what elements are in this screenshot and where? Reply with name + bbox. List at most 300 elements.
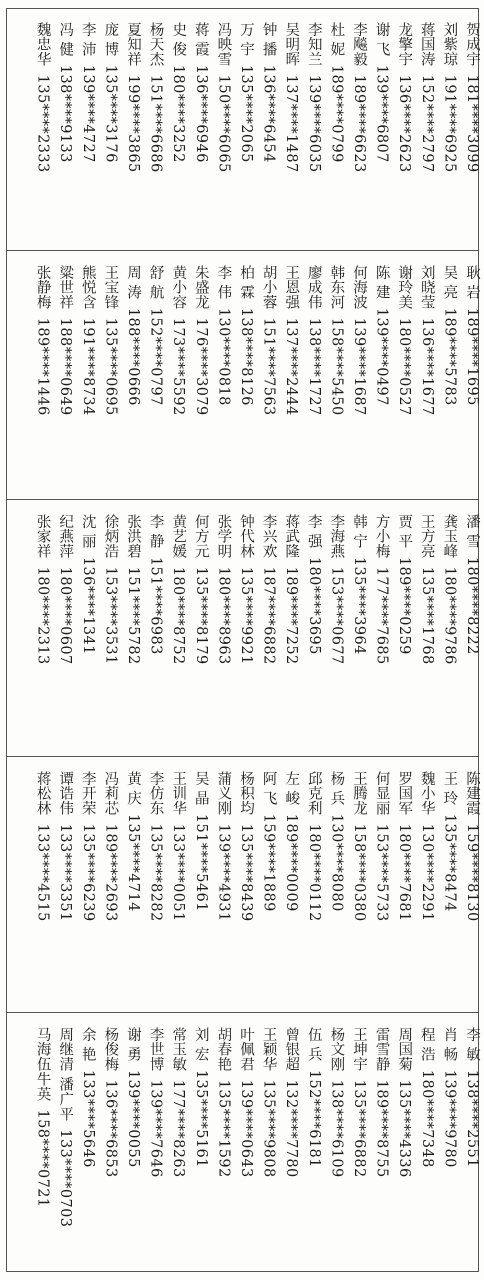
contact-name: 胡春艳	[215, 1027, 232, 1072]
contact-name: 张静梅	[34, 265, 51, 310]
contact-entry	[350, 514, 368, 655]
contact-name: 夏知祥	[125, 22, 141, 67]
contact-entry	[327, 1027, 345, 1178]
contact-phone: 135****8474	[441, 813, 458, 912]
contact-entry	[169, 22, 187, 163]
contact-phone: 139****4931	[215, 823, 232, 922]
contact-entry	[214, 265, 232, 406]
contact-entry	[395, 514, 413, 655]
contact-name: 周 涛	[125, 265, 141, 300]
contact-entry	[395, 771, 413, 922]
contact-phone: 135****4336	[396, 1079, 413, 1178]
contact-entry	[34, 514, 52, 665]
contact-name: 纪燕萍	[57, 514, 74, 559]
contact-entry	[56, 22, 74, 163]
contact-block-2	[6, 251, 479, 500]
contact-phone: 180****3695	[305, 556, 322, 655]
contact-name: 钟 播	[260, 22, 277, 57]
contact-name: 张洪碧	[125, 514, 141, 559]
contact-entry	[237, 265, 255, 406]
contact-name: 龚玉峰	[441, 514, 458, 559]
contact-entry	[79, 514, 97, 655]
contact-entry	[373, 265, 391, 406]
contact-entry	[260, 514, 278, 665]
contact-entry	[124, 514, 142, 665]
contact-name: 黄小容	[170, 265, 187, 310]
contact-phone: 136****2623	[396, 74, 413, 173]
contact-entry	[79, 1027, 97, 1168]
contact-phone: 136****6853	[102, 1079, 119, 1178]
contact-entry	[260, 265, 278, 416]
contact-phone: 189****2693	[102, 823, 119, 922]
contact-phone: 151****5461	[192, 813, 209, 912]
contact-entry	[463, 1027, 481, 1168]
contact-name: 何显丽	[373, 771, 390, 816]
contact-phone: 189****5783	[441, 307, 458, 406]
contact-phone: 136****1677	[418, 317, 435, 416]
contact-phone: 139****4727	[79, 64, 96, 163]
contact-entry	[350, 1027, 368, 1178]
contact-entry	[101, 1027, 119, 1178]
contact-phone: 135****3964	[351, 556, 367, 655]
contact-phone: 189****0009	[283, 813, 300, 912]
contact-name: 徐炳浩	[102, 514, 119, 559]
contact-phone: 136****6454	[260, 64, 277, 163]
contact-name: 王方亮	[418, 514, 435, 559]
contact-phone: 153****0677	[328, 566, 345, 665]
contact-name: 舒 航	[147, 265, 164, 300]
contact-entry	[34, 1027, 52, 1207]
contact-phone: 176****3079	[192, 317, 209, 416]
contact-phone: 180****8222	[464, 556, 480, 655]
contact-entry	[214, 771, 232, 922]
contact-name: 韩东河	[328, 265, 345, 310]
contact-entry	[34, 22, 52, 173]
contact-entry	[169, 265, 187, 416]
contact-phone: 139****9780	[441, 1069, 458, 1168]
contact-entry	[147, 265, 165, 406]
contact-block-4	[6, 757, 479, 1013]
contact-block-5	[6, 1013, 479, 1272]
contact-name: 韩 宁	[351, 514, 367, 549]
contact-phone: 199****3865	[125, 74, 141, 173]
contact-entry	[463, 771, 481, 922]
contact-name: 刘晓莹	[418, 265, 435, 310]
contact-entry	[418, 771, 436, 922]
contact-entry	[305, 771, 323, 922]
contact-phone: 133****4515	[34, 823, 51, 922]
contact-name: 廖成伟	[305, 265, 322, 310]
contact-entry	[237, 514, 255, 665]
contact-entry	[350, 265, 368, 416]
contact-phone: 139****0643	[238, 1079, 254, 1178]
contact-phone: 180****7681	[396, 823, 413, 922]
contact-entry	[327, 22, 345, 163]
contact-entry	[79, 771, 97, 922]
contact-name: 沈 丽	[79, 514, 96, 549]
contact-phone: 151****6983	[147, 556, 164, 655]
contact-phone: 139****6035	[305, 74, 322, 173]
contact-phone: 180****0607	[57, 566, 74, 665]
contact-phone: 139****6807	[373, 64, 390, 163]
contact-entry	[169, 1027, 187, 1178]
contact-phone: 188****0666	[125, 307, 141, 406]
contact-phone: 158****5450	[328, 317, 345, 416]
contact-entry	[237, 1027, 255, 1178]
contact-name: 方小梅	[373, 514, 390, 559]
contact-phone: 180****3252	[170, 64, 187, 163]
contact-entry	[395, 265, 413, 416]
contact-name: 柏 霖	[238, 265, 254, 300]
contact-name: 李 伟	[215, 265, 232, 300]
contact-name: 陈建霞	[464, 771, 480, 816]
contact-name: 李海燕	[328, 514, 345, 559]
contact-entry	[440, 1027, 458, 1168]
contact-phone: 139****1687	[351, 317, 367, 416]
contact-name: 李世博	[147, 1027, 164, 1072]
contact-phone: 139****0497	[373, 307, 390, 406]
contact-phone: 135****0695	[102, 317, 119, 416]
contact-phone: 189****7252	[283, 566, 300, 665]
contact-phone: 136****1341	[79, 556, 96, 655]
contact-name: 贾 平	[396, 514, 413, 549]
contact-entry	[56, 1027, 74, 1227]
contact-name: 朱盛龙	[192, 265, 209, 310]
contact-name: 王宝锋	[102, 265, 119, 310]
contact-entry	[327, 265, 345, 416]
contact-entry	[373, 22, 391, 163]
contact-name: 周国菊	[396, 1027, 413, 1072]
contact-name: 谢玲美	[396, 265, 413, 310]
contact-name: 杨文刚	[328, 1027, 345, 1072]
contact-name: 冯莉芯	[102, 771, 119, 816]
contact-phone: 177****8263	[170, 1079, 187, 1178]
contact-phone: 135****1592	[215, 1079, 232, 1178]
contact-phone: 180****2313	[34, 566, 51, 665]
contact-phone: 153****3531	[102, 566, 119, 665]
contact-entry	[282, 22, 300, 173]
contact-name: 余 艳	[79, 1027, 96, 1062]
contact-name: 邱克利	[305, 771, 322, 816]
contact-entry	[463, 22, 481, 173]
contact-entry	[305, 22, 323, 173]
contact-entry	[147, 1027, 165, 1178]
contact-name: 吴 晶	[192, 771, 209, 806]
contact-name: 张学明	[215, 514, 232, 559]
contact-phone: 130****0818	[215, 307, 232, 406]
contact-phone: 189****1446	[34, 317, 51, 416]
contact-block-1	[6, 8, 479, 251]
contact-name: 李兴欢	[260, 514, 277, 559]
contact-entry	[373, 1027, 391, 1178]
contact-entry	[101, 22, 119, 163]
contact-entry	[395, 1027, 413, 1178]
contact-phone: 135****8179	[192, 566, 209, 665]
contact-phone: 135****8282	[147, 823, 164, 922]
contact-name: 王腾龙	[351, 771, 367, 816]
contact-phone: 191****6925	[441, 74, 458, 173]
contact-phone: 138****1727	[305, 317, 322, 416]
contact-name: 冯映雪	[215, 22, 232, 67]
contact-name: 雷雪静	[373, 1027, 390, 1072]
contact-name: 张家祥	[34, 514, 51, 559]
contact-name: 何海波	[351, 265, 367, 310]
contact-phone: 152****6181	[305, 1069, 322, 1168]
contact-entry	[147, 22, 165, 173]
contact-name: 杨 兵	[328, 771, 345, 806]
contact-phone: 173****5592	[170, 317, 187, 416]
contact-name: 杨俊梅	[102, 1027, 119, 1072]
contact-phone: 159****8130	[464, 823, 480, 922]
contact-phone: 130****8080	[328, 813, 345, 912]
contact-entry	[373, 514, 391, 665]
contact-phone: 177****7685	[373, 566, 390, 665]
contact-phone: 189****0799	[328, 64, 345, 163]
contact-phone: 132****7780	[283, 1079, 300, 1178]
contact-phone: 137****1487	[283, 74, 300, 173]
contact-name: 熊悦含	[79, 265, 96, 310]
contact-entry	[305, 514, 323, 655]
contact-phone: 151****6686	[147, 74, 164, 173]
contact-phone: 150****6065	[215, 74, 232, 173]
contact-phone: 180****8963	[215, 566, 232, 665]
contact-entry	[124, 265, 142, 406]
contact-phone: 180****8752	[170, 566, 187, 665]
contact-entry	[124, 22, 142, 173]
contact-name: 罗国军	[396, 771, 413, 816]
contact-name: 刘紫琼	[441, 22, 458, 67]
contact-phone: 138****6109	[328, 1079, 345, 1178]
contact-name: 马海伍牛英	[34, 1027, 51, 1102]
contact-name: 吴明晖	[283, 22, 300, 67]
contact-phone: 191****8734	[79, 317, 96, 416]
contact-entry	[373, 771, 391, 922]
contact-phone: 151****5782	[125, 566, 141, 665]
contact-name: 胡小蓉	[260, 265, 277, 310]
contact-entry	[350, 22, 368, 173]
contact-entry	[440, 265, 458, 406]
contact-name: 叶佩君	[238, 1027, 254, 1072]
contact-name: 庞 博	[102, 22, 119, 57]
contact-name: 谢 飞	[373, 22, 390, 57]
contact-phone: 189****1695	[464, 307, 480, 406]
contact-phone: 180****9786	[441, 566, 458, 665]
contact-entry	[463, 514, 481, 655]
contact-entry	[192, 1027, 210, 1168]
contact-entry	[192, 771, 210, 912]
contact-phone: 139****7646	[147, 1079, 164, 1178]
contact-phone: 130****2291	[418, 823, 435, 922]
contact-phone: 151****7563	[260, 317, 277, 416]
contact-entry	[124, 1027, 142, 1168]
contact-name: 潘 雪	[464, 514, 480, 549]
contact-entry	[192, 22, 210, 163]
contact-name: 谭诰伟	[57, 771, 74, 816]
contact-phone: 136****6946	[192, 64, 209, 163]
contact-name: 李仿东	[147, 771, 164, 816]
contact-phone: 152****2797	[418, 74, 435, 173]
contact-entry	[395, 22, 413, 173]
contact-phone: 188****0649	[57, 317, 74, 416]
contact-entry	[282, 514, 300, 665]
contact-phone: 152****0797	[147, 307, 164, 406]
contact-entry	[79, 22, 97, 163]
contact-name: 钟代林	[238, 514, 254, 559]
contact-name: 周继清 潘广平	[57, 1027, 74, 1122]
contact-name: 李 沛	[79, 22, 96, 57]
contact-entry	[237, 771, 255, 922]
contact-entry	[260, 771, 278, 912]
contact-name: 伍 兵	[305, 1027, 322, 1062]
contact-entry	[440, 771, 458, 912]
contact-name: 蒋武隆	[283, 514, 300, 559]
contact-entry	[214, 514, 232, 665]
contact-name: 冯 健	[57, 22, 74, 57]
contact-entry	[56, 514, 74, 665]
contact-entry	[101, 265, 119, 416]
contact-entry	[260, 22, 278, 163]
contact-name: 陈 建	[373, 265, 390, 300]
contact-entry	[124, 771, 142, 912]
contact-block-3	[6, 500, 479, 757]
contact-name: 谢 勇	[125, 1027, 141, 1062]
contact-phone: 138****8126	[238, 307, 254, 406]
contact-phone: 135****1768	[418, 566, 435, 665]
contact-phone: 180****0527	[396, 317, 413, 416]
contact-entry	[440, 22, 458, 173]
contact-entry	[169, 771, 187, 922]
contact-entry	[192, 265, 210, 416]
contact-name: 蒋国涛	[418, 22, 435, 67]
contact-phone: 181****3099	[464, 74, 480, 173]
contact-entry	[147, 771, 165, 922]
contact-name: 王训华	[170, 771, 187, 816]
contact-name: 王恩强	[283, 265, 300, 310]
contact-entry	[79, 265, 97, 416]
contact-name: 龙擎宇	[396, 22, 413, 67]
contact-name: 黄艺媛	[170, 514, 187, 559]
contact-name: 万 宇	[238, 22, 254, 57]
contact-phone: 135****2065	[238, 64, 254, 163]
contact-phone: 158****0721	[34, 1109, 51, 1208]
contact-entry	[101, 771, 119, 922]
contact-phone: 133****3351	[57, 823, 74, 922]
contact-phone: 138****2551	[464, 1069, 480, 1168]
contact-name: 李开荣	[79, 771, 96, 816]
contact-name: 吴 亮	[441, 265, 458, 300]
contact-phone: 189****0259	[396, 556, 413, 655]
contact-phone: 135****6239	[79, 823, 96, 922]
contact-name: 左 峻	[283, 771, 300, 806]
contact-phone: 159****1889	[260, 813, 277, 912]
contact-entry	[101, 514, 119, 665]
contact-name: 常玉敏	[170, 1027, 187, 1072]
contact-phone: 189****6623	[351, 74, 367, 173]
contact-entry	[305, 265, 323, 416]
contact-entry	[34, 771, 52, 922]
contact-entry	[418, 265, 436, 416]
contact-entry	[440, 514, 458, 665]
contact-entry	[34, 265, 52, 416]
contact-name: 李飚毅	[351, 22, 367, 67]
contact-name: 李 强	[305, 514, 322, 549]
contact-name: 王颖华	[260, 1027, 277, 1072]
contact-phone: 189****8755	[373, 1079, 390, 1178]
contact-entry	[418, 1027, 436, 1168]
contact-name: 蒋 霞	[192, 22, 209, 57]
contact-name: 曾银超	[283, 1027, 300, 1072]
contact-entry	[192, 514, 210, 665]
contact-name: 肖 畅	[441, 1027, 458, 1062]
contact-name: 王坤宇	[351, 1027, 367, 1072]
contact-name: 何方元	[192, 514, 209, 559]
contact-phone: 135****9921	[238, 566, 254, 665]
contact-name: 杨天杰	[147, 22, 164, 67]
contact-phone: 135****4714	[125, 813, 141, 912]
contact-phone: 138****9133	[57, 64, 74, 163]
contact-phone: 180****7348	[418, 1069, 435, 1168]
contact-entry	[418, 514, 436, 665]
contact-entry	[56, 771, 74, 922]
contact-phone: 135****6882	[351, 1079, 367, 1178]
contact-phone: 158****0380	[351, 823, 367, 922]
contact-entry	[463, 265, 481, 406]
contact-name: 阿 飞	[260, 771, 277, 806]
contact-name: 杨积均	[238, 771, 254, 816]
contact-entry	[327, 771, 345, 912]
contact-phone: 180****0112	[305, 823, 322, 922]
contact-name: 粱世祥	[57, 265, 74, 310]
contact-phone: 135****3176	[102, 64, 119, 163]
contact-entry	[56, 265, 74, 416]
contact-name: 刘 宏	[192, 1027, 209, 1062]
contact-phone: 133****0051	[170, 823, 187, 922]
contact-phone: 133****5646	[79, 1069, 96, 1168]
contact-phone: 139****0055	[125, 1069, 141, 1168]
contact-name: 蒋松林	[34, 771, 51, 816]
contact-name: 魏小华	[418, 771, 435, 816]
contact-entry	[305, 1027, 323, 1168]
contact-entry	[350, 771, 368, 922]
contact-phone: 187****6882	[260, 566, 277, 665]
contact-entry	[214, 1027, 232, 1178]
contact-name: 黄 庆	[125, 771, 141, 806]
contact-entry	[237, 22, 255, 163]
contact-name: 李知兰	[305, 22, 322, 67]
contact-entry	[147, 514, 165, 655]
contact-phone: 135****2333	[34, 74, 51, 173]
contact-entry	[169, 514, 187, 665]
contact-phone: 137****2444	[283, 317, 300, 416]
contact-phone: 135****5161	[192, 1069, 209, 1168]
contact-entry	[282, 1027, 300, 1178]
contact-name: 蒲义刚	[215, 771, 232, 816]
contact-phone: 133****0703	[57, 1129, 74, 1228]
contact-name: 王 玲	[441, 771, 458, 806]
contact-name: 史 俊	[170, 22, 187, 57]
contact-entry	[282, 265, 300, 416]
contact-name: 李 静	[147, 514, 164, 549]
contact-entry	[282, 771, 300, 912]
contact-phone: 135****8439	[238, 823, 254, 922]
contact-name: 耿 岩	[464, 265, 480, 300]
contact-phone: 153****5733	[373, 823, 390, 922]
contact-name: 程 浩	[418, 1027, 435, 1062]
contact-phone: 135****9808	[260, 1079, 277, 1178]
contact-entry	[214, 22, 232, 173]
contact-name: 李 敏	[464, 1027, 480, 1062]
contact-name: 魏忠华	[34, 22, 51, 67]
